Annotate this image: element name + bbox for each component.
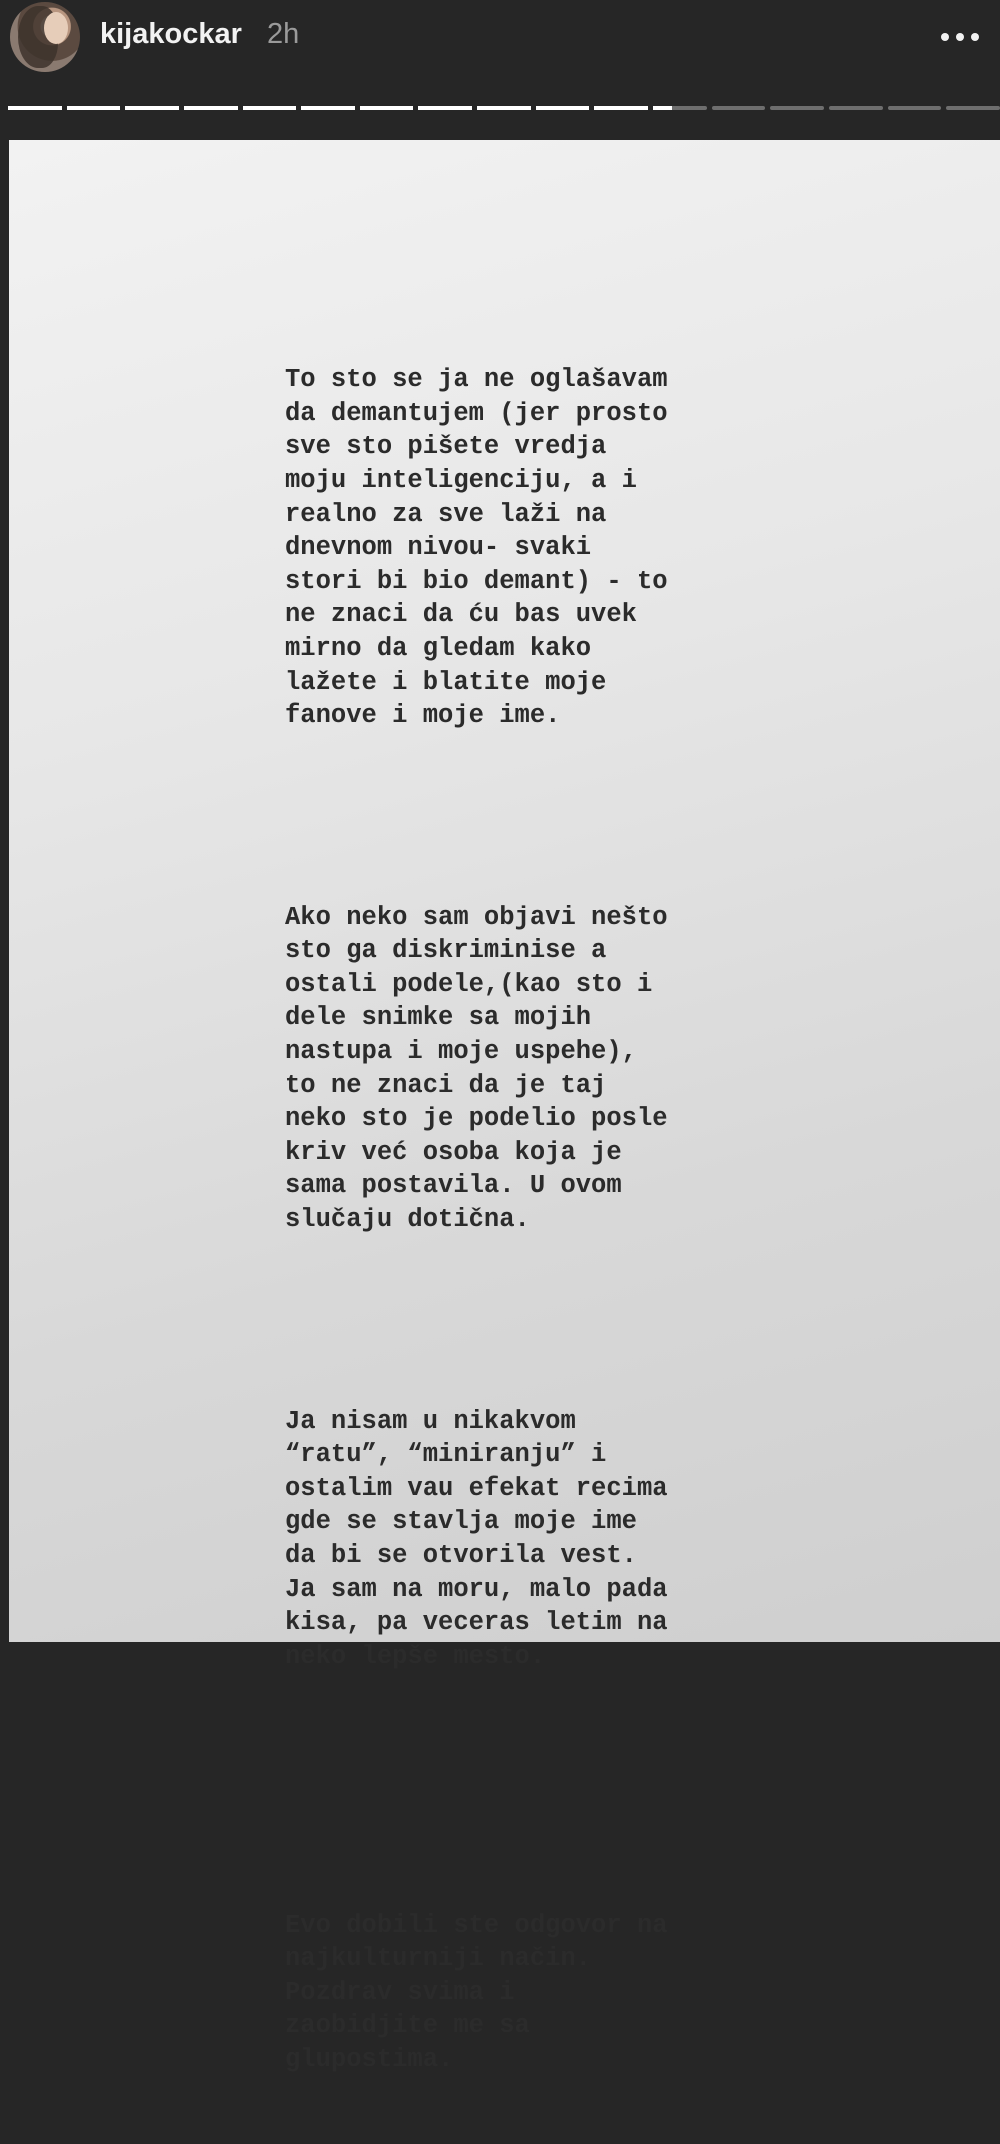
progress-segment [67, 106, 121, 110]
progress-segment-fill [125, 106, 179, 110]
progress-segment [8, 106, 62, 110]
progress-segment [536, 106, 590, 110]
username[interactable]: kijakockar [100, 18, 242, 50]
progress-segment-fill [360, 106, 414, 110]
progress-segment-fill [184, 106, 238, 110]
progress-segment [477, 106, 531, 110]
progress-segment-fill [594, 106, 648, 110]
progress-segment [829, 106, 883, 110]
progress-segment-fill [536, 106, 590, 110]
paragraph-spacer [285, 800, 765, 834]
progress-segment [712, 106, 766, 110]
story-text [285, 296, 765, 2144]
timestamp: 2h [267, 18, 300, 50]
avatar-face [44, 12, 68, 44]
story-card[interactable] [9, 140, 1000, 2074]
progress-segment [184, 106, 238, 110]
more-horizontal-icon [971, 33, 979, 41]
story-progress-bar [8, 106, 1000, 110]
more-horizontal-icon [941, 33, 949, 41]
progress-segment [418, 106, 472, 110]
more-options-button[interactable] [930, 20, 990, 54]
story-paragraph-4: Evo dobili ste odgovor na najkulturniji način. Pozdrav svima i zaobidjite me sa glupostima. [285, 1910, 668, 2074]
progress-segment-fill [243, 106, 297, 110]
progress-segment [946, 106, 1000, 110]
story-header [0, 0, 1000, 90]
progress-segment-fill [8, 106, 62, 110]
progress-segment-fill [418, 106, 472, 110]
paragraph-spacer [285, 1304, 765, 1338]
progress-segment [594, 106, 648, 110]
progress-segment-fill [653, 106, 672, 110]
progress-segment [653, 106, 707, 110]
progress-segment [888, 106, 942, 110]
progress-segment-fill [301, 106, 355, 110]
progress-segment [770, 106, 824, 110]
progress-segment [125, 106, 179, 110]
progress-segment [360, 106, 414, 110]
progress-segment [301, 106, 355, 110]
progress-segment-fill [67, 106, 121, 110]
story-paragraph-1: To sto se ja ne oglašavam da demantujem (jer prosto sve sto pišete vredja moju inteligenciju, a i realno za sve laži na dnevnom nivou- svaki stori bi bio demant) - to ne znaci da ću bas uvek mirno da gledam kako lažete i blatite moje fanove i moje ime. [285, 365, 668, 731]
story-paragraph-2: Ako neko sam objavi nešto sto ga diskriminise a ostali podele,(kao sto i dele snimke sa mojih nastupa i moje uspehe), to ne znaci da je taj neko sto je podelio posle kriv već osoba koja je sama postavila. U ovom slučaju dotična. [285, 902, 668, 1235]
progress-segment [243, 106, 297, 110]
more-horizontal-icon [956, 33, 964, 41]
paragraph-spacer [285, 1741, 765, 1842]
avatar[interactable] [10, 2, 80, 72]
progress-segment-fill [477, 106, 531, 110]
story-paragraph-3: Ja nisam u nikakvom “ratu”, “miniranju” i ostalim vau efekat recima gde se stavlja moje ime da bi se otvorila vest. Ja sam na moru, malo pada kisa, pa veceras letim na neko lepše mesto. [285, 1406, 668, 1671]
